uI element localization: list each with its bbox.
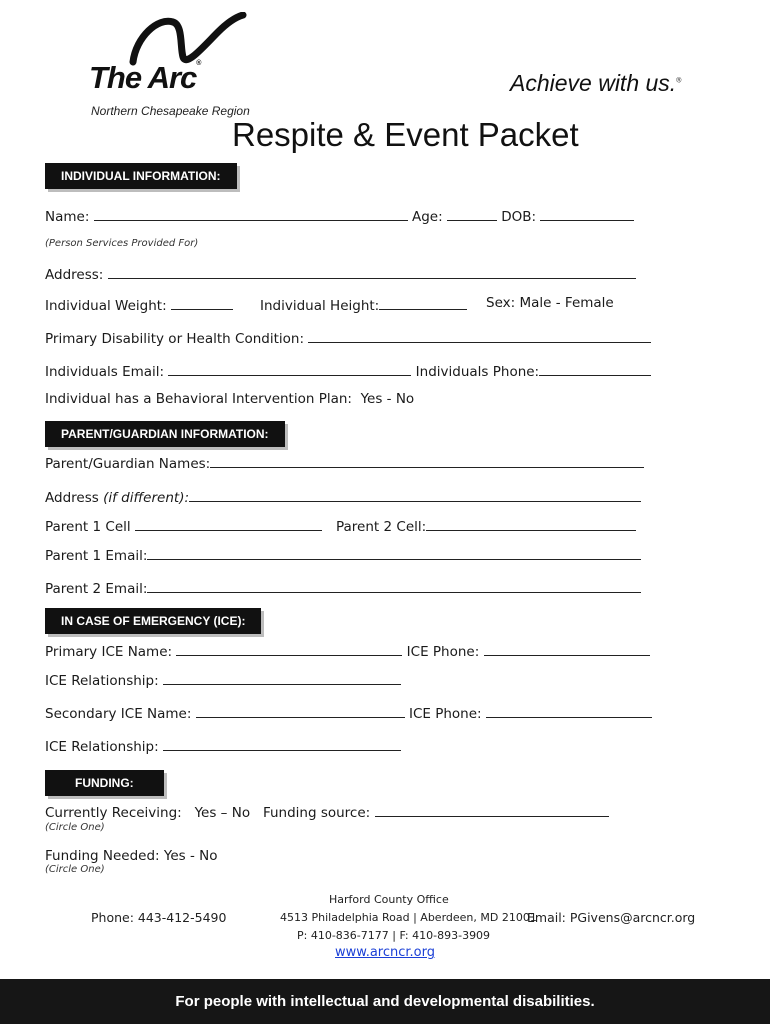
secondary-ice-row xyxy=(45,703,652,722)
address-label: Address: xyxy=(45,267,104,283)
disability-field[interactable] xyxy=(308,328,651,343)
parent1-email-label: Parent 1 Email: xyxy=(45,548,148,564)
parent2-cell-label: Parent 2 Cell: xyxy=(336,519,427,535)
individual-phone-label: Individuals Phone: xyxy=(415,364,540,380)
tagline: Achieve with us.® xyxy=(510,70,682,96)
parent2-cell-row xyxy=(336,516,636,535)
weight-row xyxy=(45,295,233,314)
office-phone-fax: P: 410-836-7177 | F: 410-893-3909 xyxy=(297,929,491,942)
parent-names-row xyxy=(45,453,644,472)
individual-phone-field[interactable] xyxy=(539,361,651,376)
sex-row xyxy=(486,295,614,311)
section-ice: IN CASE OF EMERGENCY (ICE): xyxy=(45,608,261,634)
funding-receiving-label: Currently Receiving: xyxy=(45,805,182,821)
parent2-email-label: Parent 2 Email: xyxy=(45,581,148,597)
parent2-cell-field[interactable] xyxy=(426,516,636,531)
age-label: Age: xyxy=(411,209,443,225)
address-row xyxy=(45,264,636,283)
office-email[interactable]: Email: PGivens@arcncr.org xyxy=(527,910,696,925)
footer-bar xyxy=(0,979,770,1024)
footer-slogan: For people with intellectual and developmental disabilities. xyxy=(175,993,595,1010)
sex-label: Sex: xyxy=(486,295,516,311)
funding-needed-row[interactable]: Funding Needed: Yes - No xyxy=(45,848,218,864)
parent-address-row xyxy=(45,487,641,506)
parent-names-label: Parent/Guardian Names: xyxy=(45,456,211,472)
primary-ice-field[interactable] xyxy=(176,641,402,656)
ice-relationship-field[interactable] xyxy=(163,670,401,685)
section-individual-information: INDIVIDUAL INFORMATION: xyxy=(45,163,237,189)
secondary-ice-label: Secondary ICE Name: xyxy=(45,706,192,722)
parent-address-field[interactable] xyxy=(189,487,641,502)
weight-label: Individual Weight: xyxy=(45,298,167,314)
primary-ice-row xyxy=(45,641,650,660)
height-row xyxy=(260,295,467,314)
weight-field[interactable] xyxy=(171,295,233,310)
individual-email-label: Individuals Email: xyxy=(45,364,165,380)
funding-receiving-options[interactable]: Yes – No xyxy=(194,805,251,821)
website-link[interactable]: www.arcncr.org xyxy=(335,945,436,960)
office-address: 4513 Philadelphia Road | Aberdeen, MD 21001 xyxy=(280,911,537,924)
parent1-cell-field[interactable] xyxy=(135,516,322,531)
parent1-email-field[interactable] xyxy=(147,545,641,560)
ice-phone-label: ICE Phone: xyxy=(406,644,480,660)
section-parent-guardian: PARENT/GUARDIAN INFORMATION: xyxy=(45,421,285,447)
parent-address-label: Address xyxy=(45,490,99,506)
bip-label: Individual has a Behavioral Intervention Plan: xyxy=(45,391,352,407)
circle-one-note-2: (Circle One) xyxy=(45,864,105,875)
parent-address-note: (if different): xyxy=(103,490,190,506)
individual-email-field[interactable] xyxy=(168,361,411,376)
bip-options[interactable]: Yes - No xyxy=(360,391,415,407)
circle-one-note: (Circle One) xyxy=(45,822,105,833)
primary-ice-label: Primary ICE Name: xyxy=(45,644,173,660)
height-label: Individual Height: xyxy=(260,298,380,314)
secondary-ice-field[interactable] xyxy=(196,703,405,718)
name-note: (Person Services Provided For) xyxy=(45,238,199,249)
ice-relationship2-field[interactable] xyxy=(163,736,401,751)
height-field[interactable] xyxy=(379,295,467,310)
funding-source-label: Funding source: xyxy=(262,805,371,821)
name-field[interactable] xyxy=(94,206,408,221)
sex-options[interactable]: Male - Female xyxy=(519,295,614,311)
office-name: Harford County Office xyxy=(329,893,449,906)
parent1-email-row xyxy=(45,545,641,564)
dob-field[interactable] xyxy=(540,206,634,221)
parent1-cell-row xyxy=(45,516,322,535)
email-phone-row xyxy=(45,361,651,380)
disability-label: Primary Disability or Health Condition: xyxy=(45,331,304,347)
name-label: Name: xyxy=(45,209,90,225)
logo-text: The Arc® xyxy=(89,60,201,95)
dob-label: DOB: xyxy=(501,209,537,225)
parent-names-field[interactable] xyxy=(210,453,644,468)
funding-source-field[interactable] xyxy=(375,802,609,817)
bip-row xyxy=(45,391,414,407)
address-field[interactable] xyxy=(108,264,636,279)
ice-phone-field[interactable] xyxy=(484,641,650,656)
ice-phone2-field[interactable] xyxy=(486,703,652,718)
parent2-email-field[interactable] xyxy=(147,578,641,593)
parent1-cell-label: Parent 1 Cell xyxy=(45,519,131,535)
region-label: Northern Chesapeake Region xyxy=(91,104,250,118)
age-field[interactable] xyxy=(447,206,497,221)
disability-row xyxy=(45,328,651,347)
ice-phone2-label: ICE Phone: xyxy=(408,706,482,722)
ice-relationship-row xyxy=(45,670,401,689)
office-phone: Phone: 443-412-5490 xyxy=(91,910,227,925)
parent2-email-row xyxy=(45,578,641,597)
page-title: Respite & Event Packet xyxy=(232,116,579,153)
ice-relationship2-row xyxy=(45,736,401,755)
funding-receiving-row xyxy=(45,802,609,821)
ice-relationship2-label: ICE Relationship: xyxy=(45,739,159,755)
section-funding: FUNDING: xyxy=(45,770,164,796)
ice-relationship-label: ICE Relationship: xyxy=(45,673,159,689)
name-row xyxy=(45,206,634,225)
